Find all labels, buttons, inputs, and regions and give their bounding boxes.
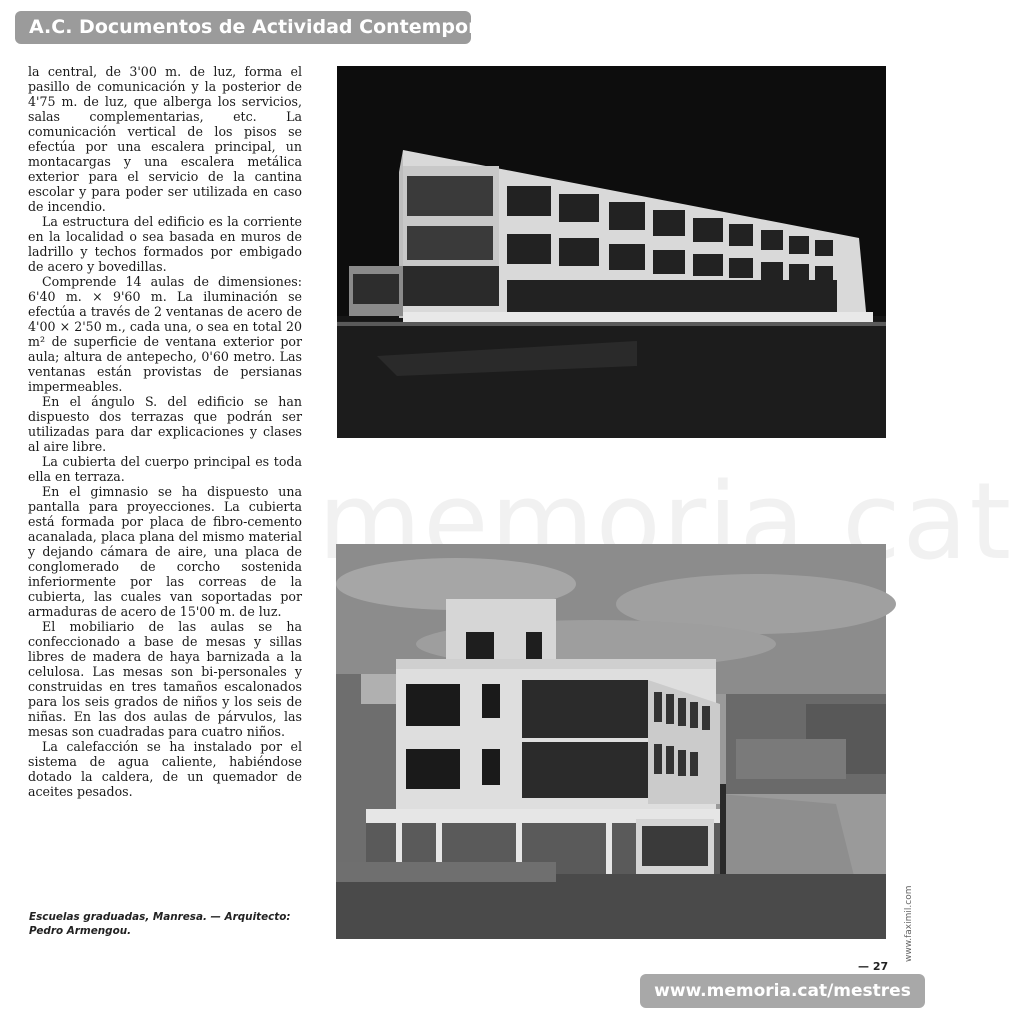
- site-title-badge: A.C. Documentos de Actividad Contemporánea: [15, 11, 471, 44]
- night-building-photo: [337, 66, 886, 438]
- paragraph: la central, de 3'00 m. de luz, forma el pasillo de comunicación y la posterior de 4'75 m. de luz, que alberga los servicios, salas complementarias, etc. La comunicación vertical de los pisos se efectúa por una escalera principal, un montacargas y una escalera metálica exterior para el servicio de la cantina escolar y para poder ser utilizada en caso de incendio.: [28, 64, 302, 214]
- caption-line: Pedro Armengou.: [29, 925, 132, 937]
- watermark: memoria.cat: [318, 460, 1013, 583]
- article-body: [28, 64, 302, 799]
- paragraph: En el gimnasio se ha dispuesto una pantalla para proyecciones. La cubierta está formada por placa de fibro-cemento acanalada, placa plana del mismo material y dejando cámara de aire, una placa de conglomerado de corcho sostenida inferiormente por las correas de la cubierta, las cuales van soportadas por armaduras de acero de 15'00 m. de luz.: [28, 484, 302, 619]
- paragraph: Comprende 14 aulas de dimensiones: 6'40 m. × 9'60 m. La iluminación se efectúa a través de 2 ventanas de acero de 4'00 × 2'50 m., cada una, o sea en total 20 m² de superficie de ventana exterior por aula; altura de antepecho, 0'60 metro. Las ventanas están provistas de persianas impermeables.: [28, 274, 302, 394]
- paragraph: La cubierta del cuerpo principal es toda ella en terraza.: [28, 454, 302, 484]
- daytime-building-photo: [336, 544, 886, 939]
- paragraph: En el ángulo S. del edificio se han dispuesto dos terrazas que podrán ser utilizadas para dar explicaciones y clases al aire libre.: [28, 394, 302, 454]
- side-url-text: www.faximil.com: [904, 885, 914, 962]
- site-url-badge[interactable]: www.memoria.cat/mestres: [640, 974, 925, 1008]
- caption-line: Escuelas graduadas, Manresa. — Arquitecto:: [29, 911, 291, 923]
- paragraph: La estructura del edificio es la corriente en la localidad o sea basada en muros de ladrillo y techos formados por embigado de acero y bovedillas.: [28, 214, 302, 274]
- paragraph: El mobiliario de las aulas se ha confeccionado a base de mesas y sillas libres de madera de haya barnizada a la celulosa. Las mesas son bi-personales y construidas en tres tamaños escalonados para los seis grados de niños y los seis de niñas. En las dos aulas de párvulos, las mesas son cuadradas para cuatro niños.: [28, 619, 302, 739]
- paragraph: La calefacción se ha instalado por el sistema de agua caliente, habiéndose dotado la caldera, de un quemador de aceites pesados.: [28, 739, 302, 799]
- page-number: — 27: [858, 960, 889, 973]
- photo-caption: [29, 910, 305, 938]
